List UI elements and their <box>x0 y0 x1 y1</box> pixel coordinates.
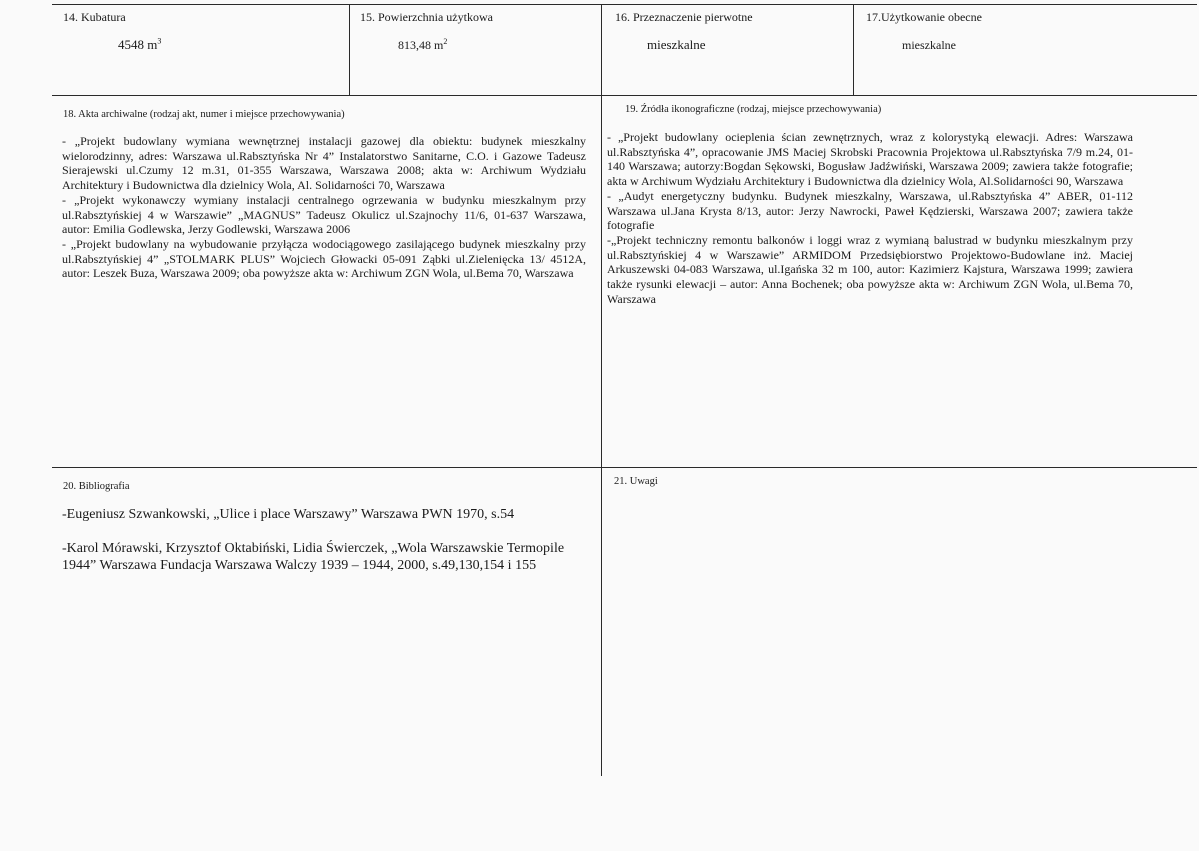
uzytkowanie-label: 17.Użytkowanie obecne <box>866 10 982 24</box>
powierzchnia-label: 15. Powierzchnia użytkowa <box>360 10 493 24</box>
powierzchnia-value <box>398 37 447 53</box>
uzytkowanie-value: mieszkalne <box>902 38 956 52</box>
bibliografia-entry-1: -Eugeniusz Szwankowski, „Ulice i place Warszawy” Warszawa PWN 1970, s.54 <box>62 507 515 522</box>
bibliografia-content <box>62 506 592 574</box>
kubatura-number: 4548 m <box>118 37 158 52</box>
col-divider-16-17 <box>853 4 854 95</box>
akta-archiwalne-content <box>62 134 586 281</box>
zrodla-entry-3: -„Projekt techniczny remontu balkonów i loggi wraz z wymianą balustrad w budynku mieszkalnym przy ul.Rabsztyńskiej 4 w Warszawie” ARMIDOM Przedsiębiorstwo Projektowo-Budowlane inż. Maciej Arkuszewski 04-083 Warszawa, ul.Igańska 32 m 100, autor: Kazimierz Kajstura, Warszawa 1999; zawiera także rysunki elewacji – autor: Anna Bochenek; oba powyższe akta w: Archiwum ZGN Wola, ul.Bema 70, Warszawa <box>607 232 1133 306</box>
zrodla-ikonograficzne-content <box>607 130 1133 306</box>
zrodla-ikonograficzne-label: 19. Źródła ikonograficzne (rodzaj, miejsce przechowywania) <box>625 104 882 115</box>
przeznaczenie-label: 16. Przeznaczenie pierwotne <box>615 10 753 24</box>
akta-entry-3: - „Projekt budowlany na wybudowanie przyłącza wodociągowego zasilającego budynek mieszkalny przy ul.Rabsztyńskiej 4” „STOLMARK PLUS” Wojciech Głowacki 05-091 Ząbki ul.Zielenięcka 13/ 4512A, autor: Leszek Buza, Warszawa 2009; oba powyższe akta w: Archiwum ZGN Wola, ul.Bema 70, Warszawa <box>62 236 586 281</box>
powierzchnia-unit-sup: 2 <box>443 37 448 46</box>
uwagi-label: 21. Uwagi <box>614 476 658 487</box>
akta-entry-1: - „Projekt budowlany wymiana wewnętrznej instalacji gazowej dla obiektu: budynek mieszkalny wielorodzinny, adres: Warszawa ul.Rabsztyńska Nr 4” Instalatorstwo Sanitarne, C.O. i Gazowe Tadeusz Sierajewski ul.Czumy 12 m.31, 01-355 Warszawa, Warszawa 2008; akta w: Archiwum Wydziału Architektury i Budownictwa dla dzielnicy Wola, Al. Solidarności 70, Warszawa <box>62 134 586 193</box>
bibliografia-label: 20. Bibliografia <box>63 481 130 492</box>
bibliografia-entry-2: -Karol Mórawski, Krzysztof Oktabiński, Lidia Świerczek, „Wola Warszawskie Termopile 1944” Warszawa Fundacja Warszawa Walczy 1939 – 1944, 2000, s.49,130,154 i 155 <box>62 541 565 573</box>
zrodla-entry-2: - „Audyt energetyczny budynku. Budynek mieszkalny, Warszawa, ul.Rabsztyńska 4” ABER, 01-112 Warszawa ul.Jana Krysta 8/13, autor: Jerzy Nawrocki, Paweł Kędzierski, Warszawa 2007; zawiera także fotografie <box>607 188 1133 233</box>
top-border-line <box>52 4 1197 5</box>
akta-entry-2: - „Projekt wykonawczy wymiany instalacji centralnego ogrzewania w budynku mieszkalnym przy ul.Rabsztyńskiej 4 w Warszawie” „MAGNUS” Tadeusz Okulicz ul.Szajnochy 11/6, 01-637 Warszawa, autor: Emilia Godlewska, Jerzy Godlewski, Warszawa 2006 <box>62 192 586 237</box>
kubatura-unit-sup: 3 <box>157 36 162 46</box>
przeznaczenie-value: mieszkalne <box>647 37 706 52</box>
row2-bottom-line <box>52 467 1197 468</box>
zrodla-entry-1: - „Projekt budowlany ocieplenia ścian zewnętrznych, wraz z kolorystyką elewacji. Adres: Warszawa ul.Rabsztyńska 4”, opracowanie JMS Maciej Skrobski Pracownia Projektowa ul.Rabsztyńska 7/9 m.24, 01-140 Warszawa; autorzy:Bogdan Sękowski, Bogusław Jadźwiński, Warszawa 2009; zawiera także fotografie; akta w Archiwum Wydziału Architektury i Budownictwa dla dzielnicy Wola, Al.Solidarności 90, Warszawa <box>607 130 1133 189</box>
col-divider-15-16 <box>601 4 602 776</box>
powierzchnia-number: 813,48 m <box>398 38 444 52</box>
row1-bottom-line <box>52 95 1197 96</box>
akta-archiwalne-label: 18. Akta archiwalne (rodzaj akt, numer i miejsce przechowywania) <box>63 109 345 120</box>
col-divider-14-15 <box>349 4 350 95</box>
kubatura-label: 14. Kubatura <box>63 10 126 24</box>
kubatura-value <box>118 37 161 53</box>
